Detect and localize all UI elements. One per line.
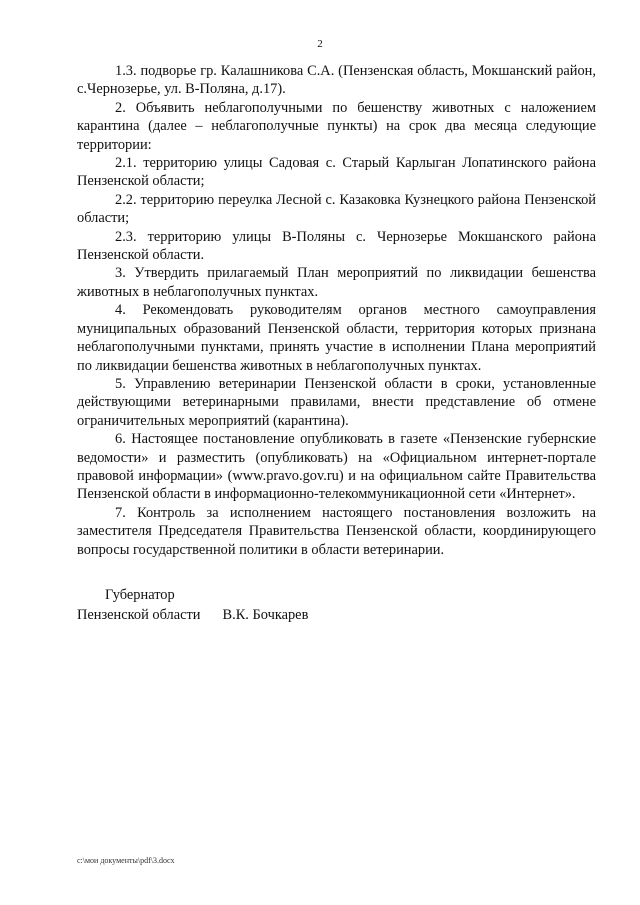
paragraph-1-3: 1.3. подворье гр. Калашникова С.А. (Пензенская область, Мокшанский район, с.Чернозерье, ул. В-Поляна, д.17). [77, 63, 596, 98]
paragraph-2-3: 2.3. территорию улицы В-Поляны с. Чернозерье Мокшанского района Пензенской области. [77, 228, 596, 264]
document-body [77, 62, 596, 559]
paragraph-2: 2. Объявить неблагополучными по бешенству животных с наложением карантина (далее – неблагополучные пункты) на срок два месяца следующие территории: [77, 99, 596, 153]
paragraph-2-2: 2.2. территорию переулка Лесной с. Казаковка Кузнецкого района Пензенской области; [77, 191, 596, 227]
paragraph-3: 3. Утвердить прилагаемый План мероприятий по ликвидации бешенства животных в неблагополучных пунктах. [77, 265, 596, 300]
paragraph-2-1: 2.1. территорию улицы Садовая с. Старый Карлыган Лопатинского района Пензенской области; [77, 155, 596, 190]
signature-block [77, 585, 308, 625]
signatory-region: Пензенской области [77, 607, 201, 623]
paragraph-4: 4. Рекомендовать руководителям органов местного самоуправления муниципальных образований Пензенской области, территория которых признана неблагополучными пунктами, принять участие в исполнении Плана мероприятий по ликвидации бешенства животных в неблагополучных пунктах. [77, 302, 596, 374]
signatory-line [77, 605, 308, 625]
page-number: 2 [317, 38, 323, 50]
paragraph-5: 5. Управлению ветеринарии Пензенской области в сроки, установленные действующими ветеринарными правилами, внести представление об отмене ограничительных мероприятий (карантина). [77, 375, 596, 429]
paragraph-6: 6. Настоящее постановление опубликовать в газете «Пензенские губернские ведомости» и разместить (опубликовать) на «Официальном интернет-портале правовой информации» (www.pravo.gov.ru) и на официальном сайте Правительства Пензенской области в информационно-телекоммуникационной сети «Интернет». [77, 431, 596, 503]
file-path-footer: c:\мои документы\pdf\3.docx [77, 856, 175, 865]
signatory-title: Губернатор [105, 587, 175, 603]
paragraph-7: 7. Контроль за исполнением настоящего постановления возложить на заместителя Председателя Правительства Пензенской области, координирующего вопросы государственной политики в области ветеринарии. [77, 504, 596, 558]
signatory-name: В.К. Бочкарев [222, 607, 309, 623]
